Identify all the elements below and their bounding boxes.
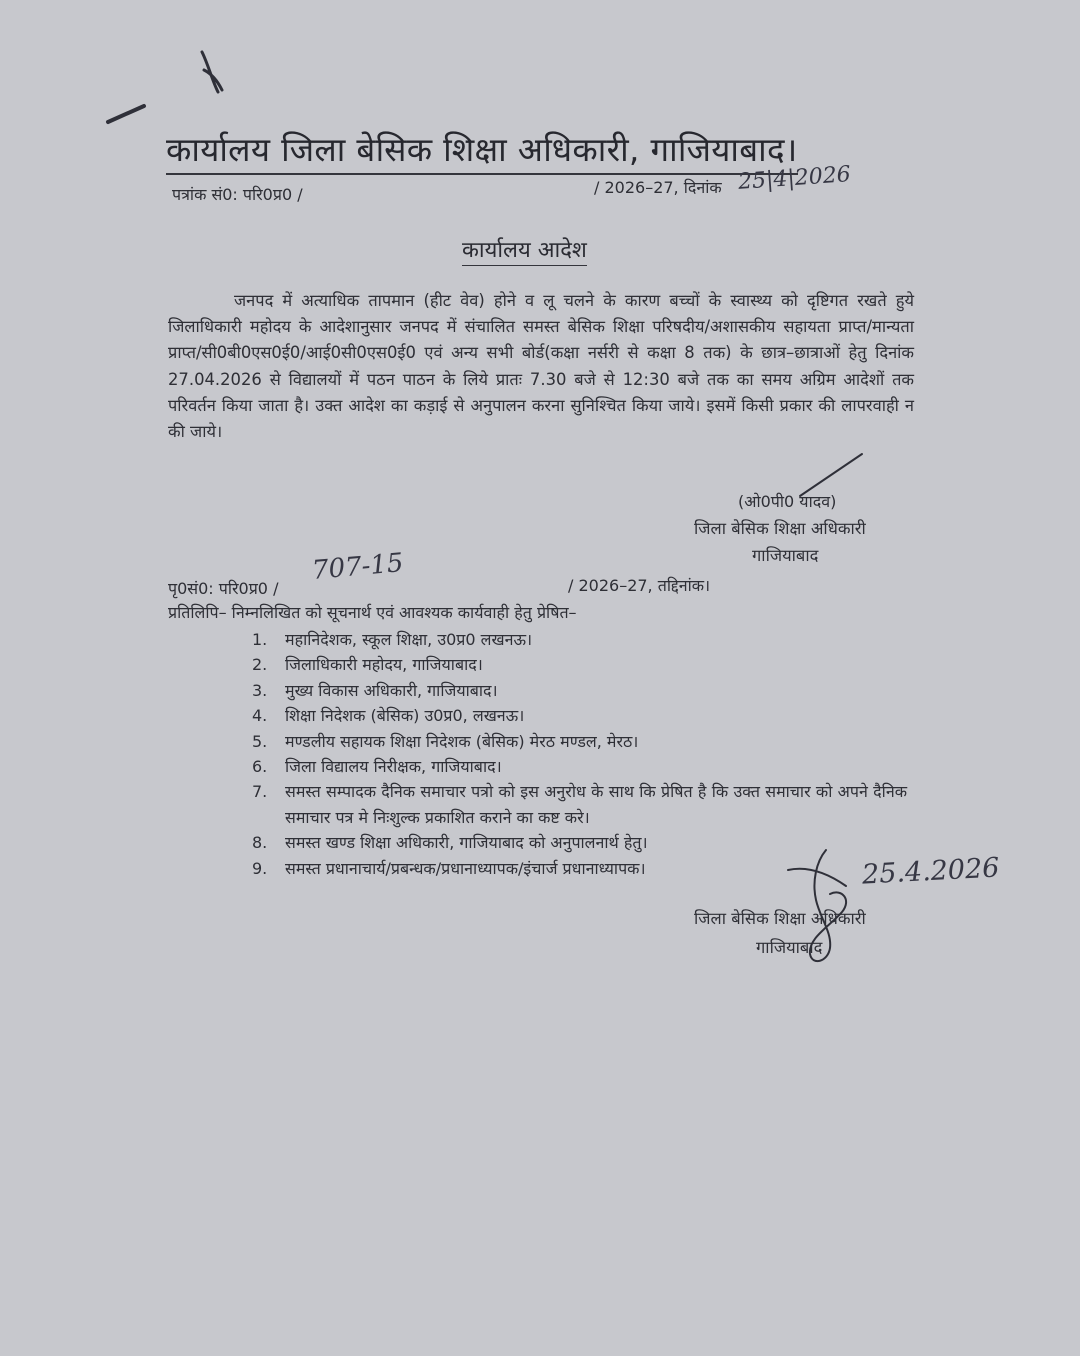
list-item: 3. मुख्य विकास अधिकारी, गाजियाबाद। — [252, 680, 498, 700]
final-signatory-place: गाजियाबाद — [756, 938, 823, 957]
list-item: 7. समस्त सम्पादक दैनिक समाचार पत्रो को इस अनुरोध के साथ कि प्रेषित है कि उक्त समाचार को अपने दैनिक समाचार पत्र मे निःशुल्क प्रकाशित कराने का कष्ट करे। — [252, 782, 907, 827]
handwritten-signature-date: 25.4.2026 — [861, 852, 1001, 891]
copy-intro: प्रतिलिपि– निम्नलिखित को सूचनार्थ एवं आवश्यक कार्यवाही हेतु प्रेषित– — [168, 603, 577, 622]
reference-year-date: / 2026–27, दिनांक — [594, 178, 722, 197]
order-body-text: जनपद में अत्याधिक तापमान (हीट वेव) होने व लू चलने के कारण बच्चों के स्वास्थ्य को दृष्टिगत रखते हुये जिलाधिकारी महोदय के आदेशानुसार जनपद में संचालित समस्त बेसिक शिक्षा परिषदीय/अशासकीय सहायता प्राप्त/मान्यता प्राप्त/सी0बी0एस0ई0/आई0सी0एस0ई0 एवं अन्य सभी बोर्ड(कक्षा नर्सरी से कक्षा 8 तक) के छात्र–छात्राओं हेतु दिनांक 27.04.2026 से विद्यालयों में पठन पाठन के लिये प्रातः 7.30 बजे से 12:30 बजे तक का समय अग्रिम आदेशों तक परिवर्तन किया जाता है। उक्त आदेश का कड़ाई से अनुपालन करना सुनिश्चित किया जाये। इसमें किसी प्रकार की लापरवाही न की जाये। — [168, 291, 914, 442]
handwritten-reference-number: 707-15 — [310, 548, 405, 586]
list-item: 6. जिला विद्यालय निरीक्षक, गाजियाबाद। — [252, 757, 502, 777]
handwritten-date: 25|4|2026 — [737, 162, 852, 195]
copy-reference-number: पृ0सं0: परि0प्र0 / — [168, 579, 279, 598]
list-item: 1. महानिदेशक, स्कूल शिक्षा, उ0प्र0 लखनऊ। — [252, 630, 533, 649]
list-item: 2. जिलाधिकारी महोदय, गाजियाबाद। — [252, 655, 483, 675]
final-signatory-title: जिला बेसिक शिक्षा अधिकारी — [694, 909, 866, 928]
list-item: 8. समस्त खण्ड शिक्षा अधिकारी, गाजियाबाद को अनुपालनार्थ हेतु। — [252, 833, 648, 853]
list-item: 4. शिक्षा निदेशक (बेसिक) उ0प्र0, लखनऊ। — [252, 706, 525, 726]
order-heading: कार्यालय आदेश — [462, 234, 587, 266]
list-item: 9. समस्त प्रधानाचार्य/प्रबन्धक/प्रधानाध्यापक/इंचार्ज प्रधानाध्यापक। — [252, 858, 646, 878]
copy-reference-date: / 2026–27, तद्दिनांक। — [568, 576, 711, 595]
reference-number: पत्रांक सं0: परि0प्र0 / — [172, 185, 303, 204]
list-item: 5. मण्डलीय सहायक शिक्षा निदेशक (बेसिक) मेरठ मण्डल, मेरठ। — [252, 731, 639, 751]
corner-handwritten-mark — [100, 40, 240, 130]
office-header: कार्यालय जिला बेसिक शिक्षा अधिकारी, गाजियाबाद। — [166, 126, 798, 175]
signatory-title: जिला बेसिक शिक्षा अधिकारी — [694, 519, 866, 538]
signatory-name: (ओ0पी0 यादव) — [738, 492, 837, 511]
signatory-place: गाजियाबाद — [752, 546, 819, 565]
